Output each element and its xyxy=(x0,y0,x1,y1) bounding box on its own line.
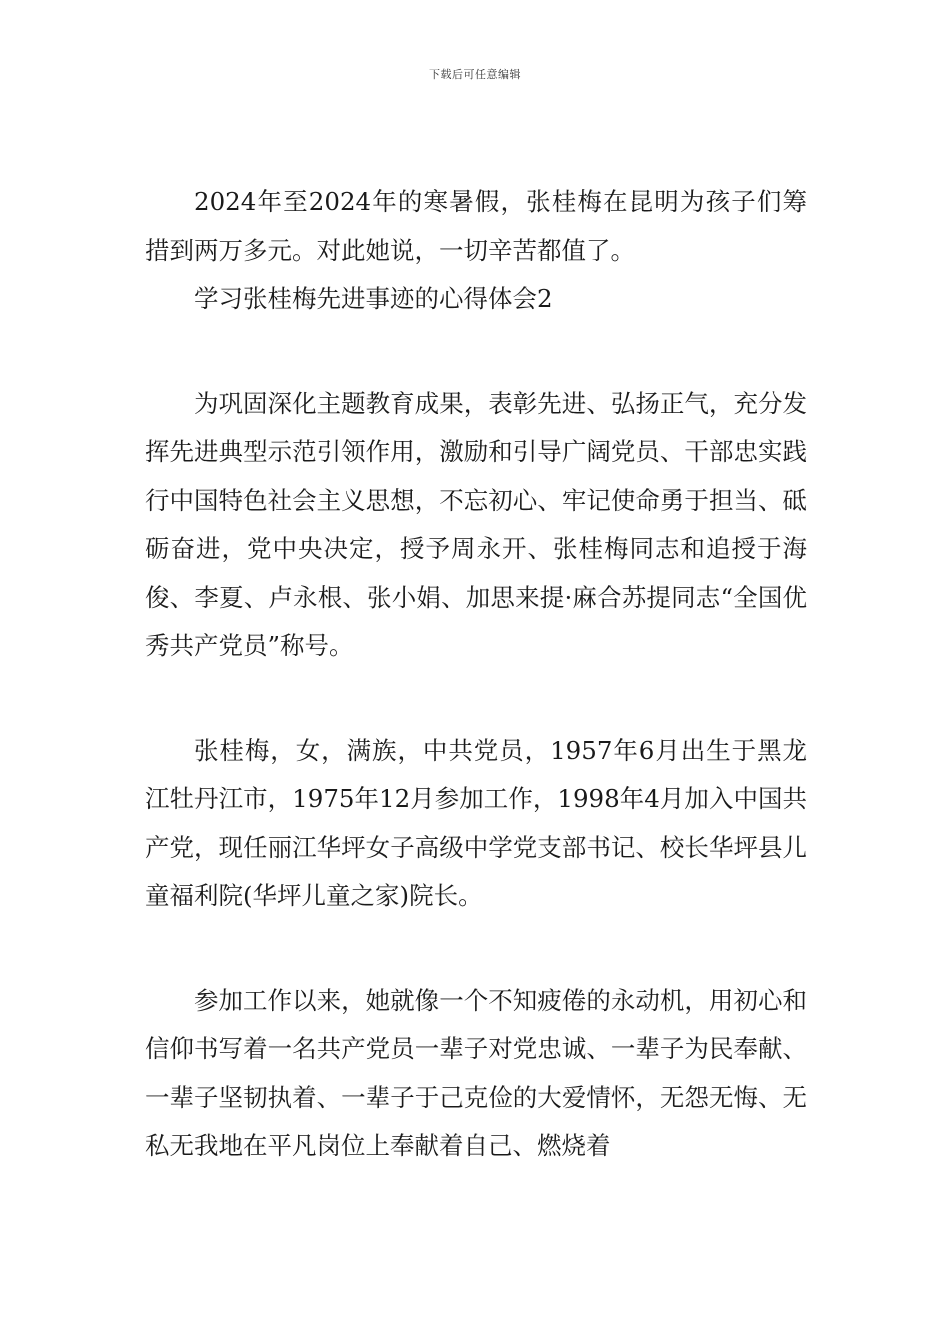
section-heading: 学习张桂梅先进事迹的心得体会2 xyxy=(194,284,553,313)
paragraph-2: 为巩固深化主题教育成果，表彰先进、弘扬正气，充分发挥先进典型示范引领作用，激励和引导广阔党员、干部忠实践行中国特色社会主义思想，不忘初心、牢记使命勇于担当、砥砺奋进，党中央决定，授予周永开、张桂梅同志和追授于海俊、李夏、卢永根、张小娟、加思来提·麻合苏提同志“全国优秀共产党员”称号。 xyxy=(145,388,807,660)
paragraph-4: 参加工作以来，她就像一个不知疲倦的永动机，用初心和信仰书写着一名共产党员一辈子对党忠诚、一辈子为民奉献、一辈子坚韧执着、一辈子于己克俭的大爱情怀，无怨无悔、无私无我地在平凡岗位上奉献着自己、燃烧着 xyxy=(145,985,807,1160)
header-note: 下载后可任意编辑 xyxy=(429,68,521,81)
paragraph-1: 2024年至2024年的寒暑假，张桂梅在昆明为孩子们筹措到两万多元。对此她说，一切辛苦都值了。 xyxy=(145,187,807,265)
document-body xyxy=(145,178,807,1171)
paragraph-3: 张桂梅，女，满族，中共党员，1957年6月出生于黑龙江牡丹江市，1975年12月参加工作，1998年4月加入中国共产党，现任丽江华坪女子高级中学党支部书记、校长华坪县儿童福利院(华坪儿童之家)院长。 xyxy=(145,735,807,910)
